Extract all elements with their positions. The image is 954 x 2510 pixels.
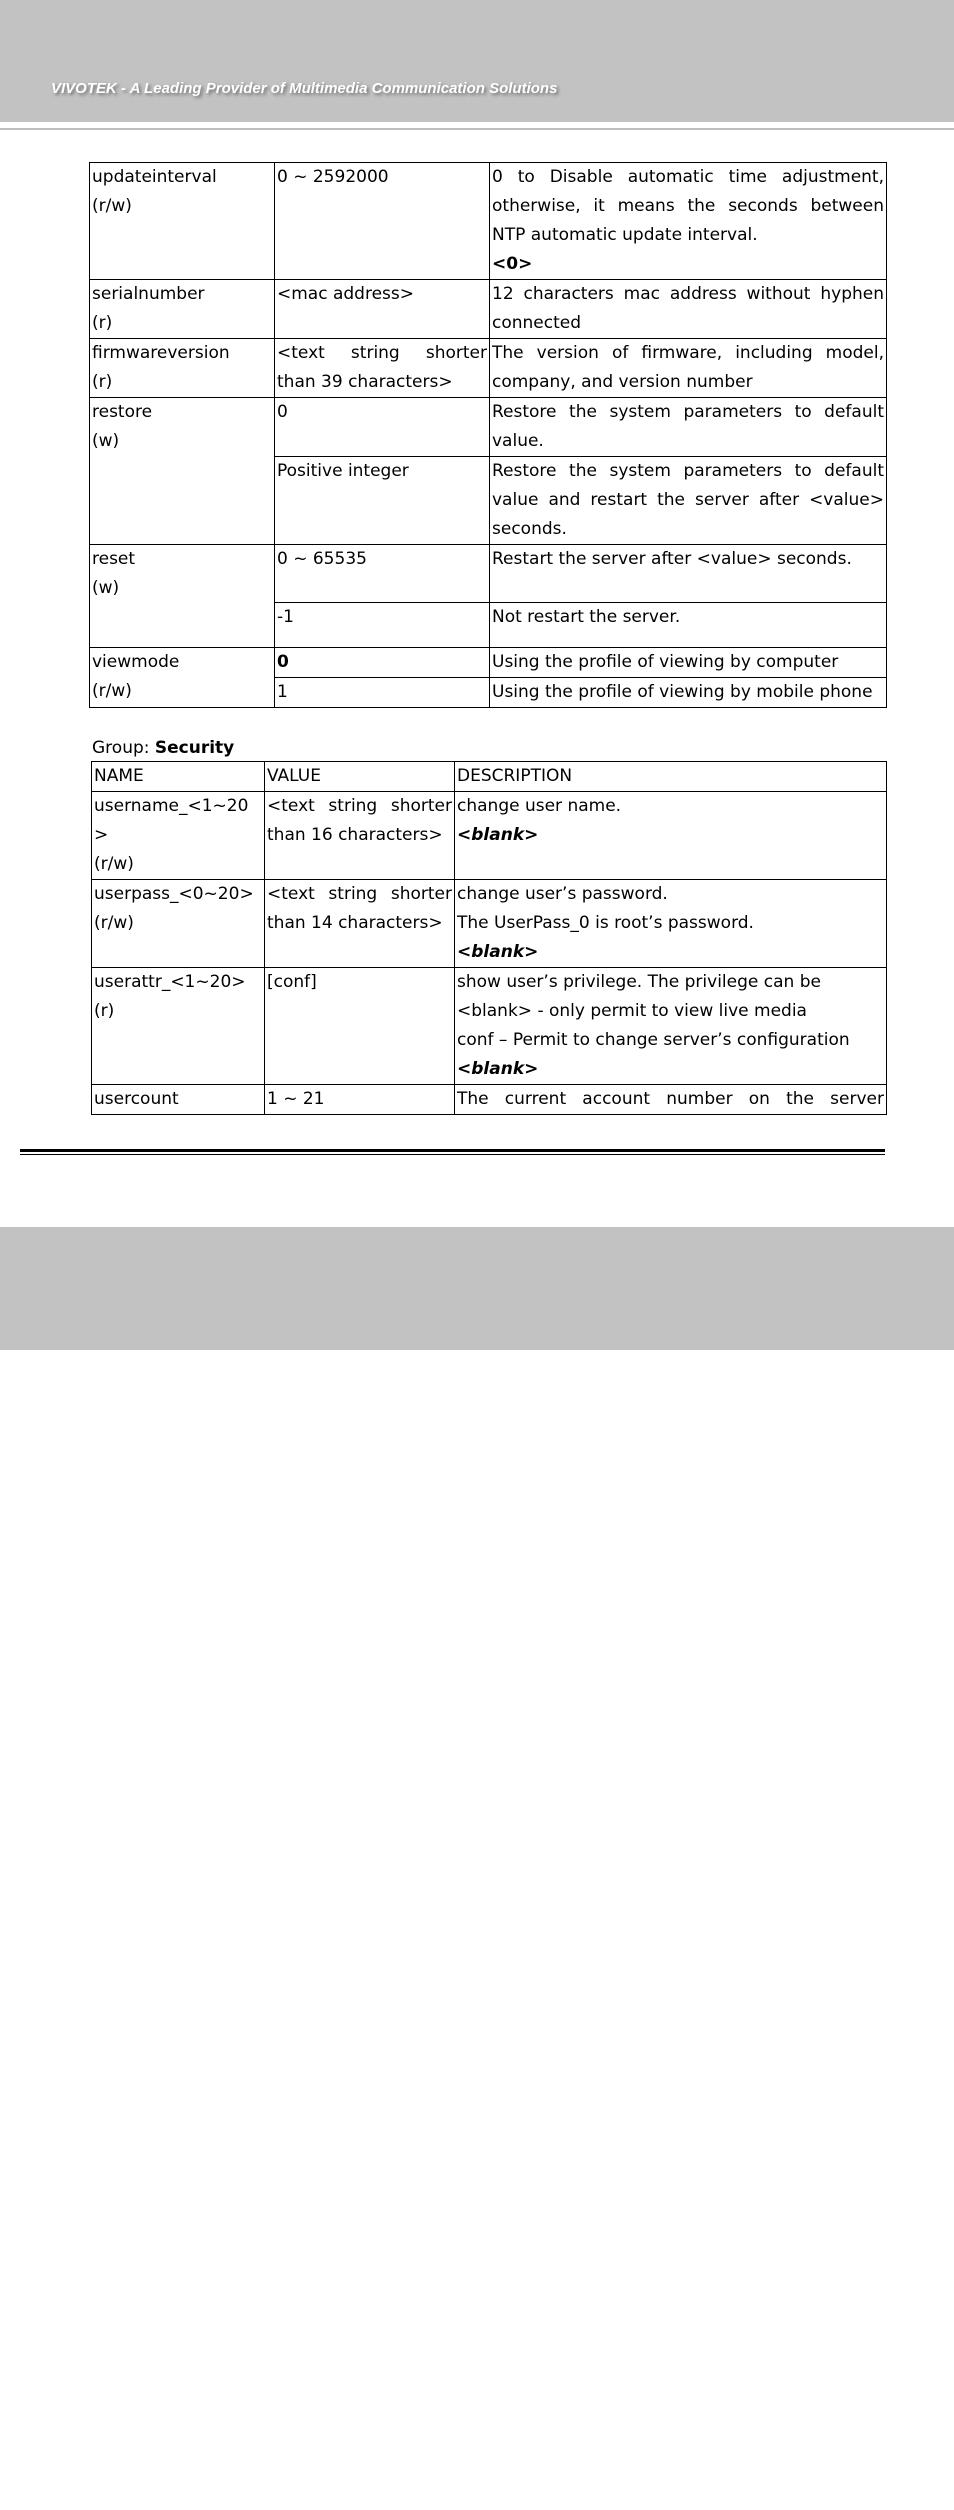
table-row: [90, 163, 887, 280]
param-value-cell: 1: [275, 678, 490, 708]
param-value-cell: <text string shorter than 39 characters>: [275, 339, 490, 398]
table-row: [90, 398, 887, 457]
footer-divider-thin: [20, 1154, 885, 1155]
param-name-cell: [92, 880, 265, 968]
param-name-cell: [90, 648, 275, 708]
param-desc-cell: Restart the server after <value> seconds.: [490, 545, 887, 603]
param-desc-cell: [490, 163, 887, 280]
system-parameters-table: [89, 162, 887, 708]
param-access: (w): [92, 431, 120, 451]
param-description: change user name.: [457, 796, 622, 816]
param-description: change user’s password.: [457, 884, 668, 904]
param-name: serialnumber: [92, 284, 205, 304]
param-value-cell: <mac address>: [275, 280, 490, 339]
param-name-cell: [90, 163, 275, 280]
param-name: reset: [92, 549, 136, 569]
param-desc-cell: Not restart the server.: [490, 603, 887, 648]
param-value-cell: [conf]: [265, 968, 455, 1085]
header-divider: [0, 128, 954, 130]
param-description: conf – Permit to change server’s configuration: [457, 1030, 850, 1050]
param-value-cell: <text string shorter than 16 characters>: [265, 792, 455, 880]
page-number: 55 - User's Manual: [52, 2489, 203, 2509]
column-header-value: VALUE: [265, 762, 455, 792]
param-desc-cell: The current account number on the server: [455, 1085, 887, 1115]
param-description: show user’s privilege. The privilege can be: [457, 972, 821, 992]
group-name: Security: [154, 738, 235, 758]
param-access: (r/w): [94, 854, 134, 874]
param-description: <blank> - only permit to view live media: [457, 1001, 807, 1021]
param-name-cell: [90, 339, 275, 398]
header-title: VIVOTEK - A Leading Provider of Multimedia Communication Solutions: [51, 80, 558, 97]
param-name: userattr_<1~20>: [94, 972, 246, 992]
param-access: (r/w): [92, 196, 132, 216]
footer-divider-thick: [20, 1149, 885, 1152]
param-access: (r/w): [94, 913, 134, 933]
param-value-cell: 0: [275, 398, 490, 457]
param-desc-cell: Restore the system parameters to default value.: [490, 398, 887, 457]
param-desc-cell: [455, 968, 887, 1085]
param-access: (w): [92, 578, 120, 598]
param-name: username_<1~20: [94, 796, 249, 816]
param-desc-cell: 12 characters mac address without hyphen connected: [490, 280, 887, 339]
param-desc-cell: [455, 792, 887, 880]
column-header-name: NAME: [92, 762, 265, 792]
table-row: [90, 280, 887, 339]
param-name: updateinterval: [92, 167, 217, 187]
param-name: viewmode: [92, 652, 180, 672]
param-value-cell: 0 ~ 2592000: [275, 163, 490, 280]
param-name-continued: >: [94, 825, 109, 845]
param-name-cell: [92, 968, 265, 1085]
table-row: [92, 968, 887, 1085]
param-description: The UserPass_0 is root’s password.: [457, 913, 754, 933]
param-desc-cell: Using the profile of viewing by mobile phone: [490, 678, 887, 708]
page-footer: [0, 1227, 954, 2509]
table-row: [92, 1085, 887, 1115]
param-name: firmwareversion: [92, 343, 230, 363]
param-access: (r): [92, 372, 113, 392]
param-name-cell: [90, 280, 275, 339]
table-row: [90, 545, 887, 603]
param-value-cell: -1: [275, 603, 490, 648]
security-parameters-table: [91, 761, 887, 1115]
param-name-cell: [92, 792, 265, 880]
page-header: [0, 0, 954, 122]
param-default: <0>: [492, 254, 533, 274]
param-value-cell: <text string shorter than 14 characters>: [265, 880, 455, 968]
param-desc-cell: The version of firmware, including model, company, and version number: [490, 339, 887, 398]
param-name-cell: usercount: [92, 1085, 265, 1115]
table-row: [92, 880, 887, 968]
param-value-cell: 0 ~ 65535: [275, 545, 490, 603]
param-access: (r): [94, 1001, 115, 1021]
param-name: restore: [92, 402, 153, 422]
param-desc-cell: Using the profile of viewing by computer: [490, 648, 887, 678]
param-description: 0 to Disable automatic time adjustment, otherwise, it means the seconds between NTP automatic update interval.: [492, 167, 884, 245]
param-access: (r): [92, 313, 113, 333]
param-desc-cell: Restore the system parameters to default value and restart the server after <value> seconds.: [490, 457, 887, 545]
table-header-row: [92, 762, 887, 792]
param-default: <blank>: [457, 825, 539, 845]
table-row: [90, 648, 887, 678]
param-default: <blank>: [457, 942, 539, 962]
param-name-cell: [90, 545, 275, 648]
param-name-cell: [90, 398, 275, 545]
table-row: [92, 792, 887, 880]
group-heading: [92, 735, 234, 761]
param-value-cell: 1 ~ 21: [265, 1085, 455, 1115]
table-row: [90, 339, 887, 398]
param-access: (r/w): [92, 681, 132, 701]
column-header-description: DESCRIPTION: [455, 762, 887, 792]
param-value-cell: Positive integer: [275, 457, 490, 545]
param-default: <blank>: [457, 1059, 539, 1079]
param-value-cell: 0: [275, 648, 490, 678]
param-desc-cell: [455, 880, 887, 968]
param-name: userpass_<0~20>: [94, 884, 254, 904]
group-prefix: Group:: [92, 738, 155, 758]
